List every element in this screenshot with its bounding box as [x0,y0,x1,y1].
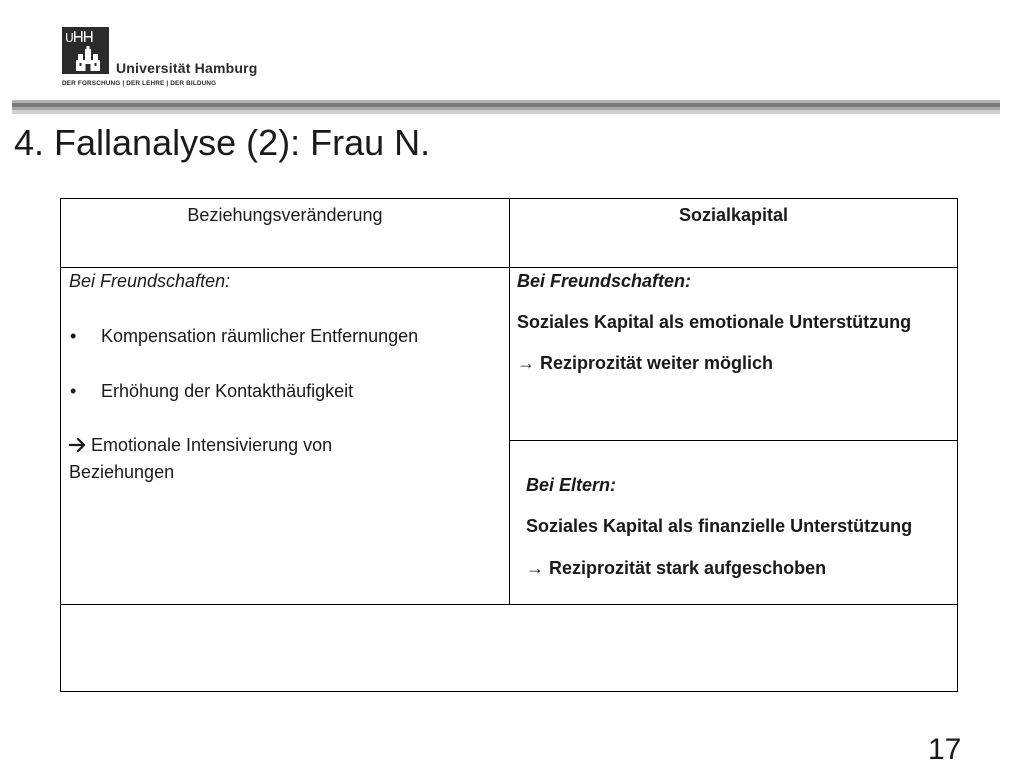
parents-capital-text: Soziales Kapital als finanzielle Unterstützung [526,516,913,536]
analysis-table [60,198,958,692]
svg-text:U: U [65,31,74,45]
friends-capital-text: Soziales Kapital als emotionale Unterstützung [517,312,912,332]
social-capital-parents-cell [509,440,958,605]
bullet-item: Erhöhung der Kontakthäufigkeit [101,381,354,401]
bullet-icon: • [70,381,77,401]
bullet-icon: • [70,326,77,346]
friends-heading: Bei Freundschaften: [517,271,692,291]
table-header-cell [60,198,510,268]
social-capital-friends-cell [509,267,958,441]
relationship-change-cell [60,267,510,605]
bullet-item: Kompensation räumlicher Entfernungen [101,326,419,346]
parents-reciprocity-text: Reziprozität stark aufgeschoben [549,558,827,578]
header-right-label: Sozialkapital [678,205,789,225]
friends-reciprocity-text: Reziprozität weiter möglich [540,353,774,373]
uhh-logo-icon [62,27,109,74]
slide-title: 4. Fallanalyse (2): Frau N. [14,122,431,163]
university-logo [62,27,262,91]
conclusion-text-continued: Beziehungen [69,462,175,482]
conclusion-line [69,432,332,458]
page-number: 17 [928,733,962,766]
arrow-right-icon: → [517,353,535,373]
empty-bottom-row [60,604,958,692]
table-header-cell [509,198,958,268]
header-divider [12,100,1000,116]
conclusion-text: Emotionale Intensivierung von [91,435,333,455]
arrow-right-icon [69,437,87,453]
left-heading: Bei Freundschaften: [69,271,231,291]
university-motto: DER FORSCHUNG | DER LEHRE | DER BILDUNG [62,80,217,87]
friends-reciprocity-line [517,350,773,376]
arrow-right-icon: → [526,558,544,578]
university-name: Universität Hamburg [116,60,258,76]
parents-heading: Bei Eltern: [526,475,617,495]
header-left-label: Beziehungsveränderung [187,205,383,225]
parents-reciprocity-line [526,555,826,581]
